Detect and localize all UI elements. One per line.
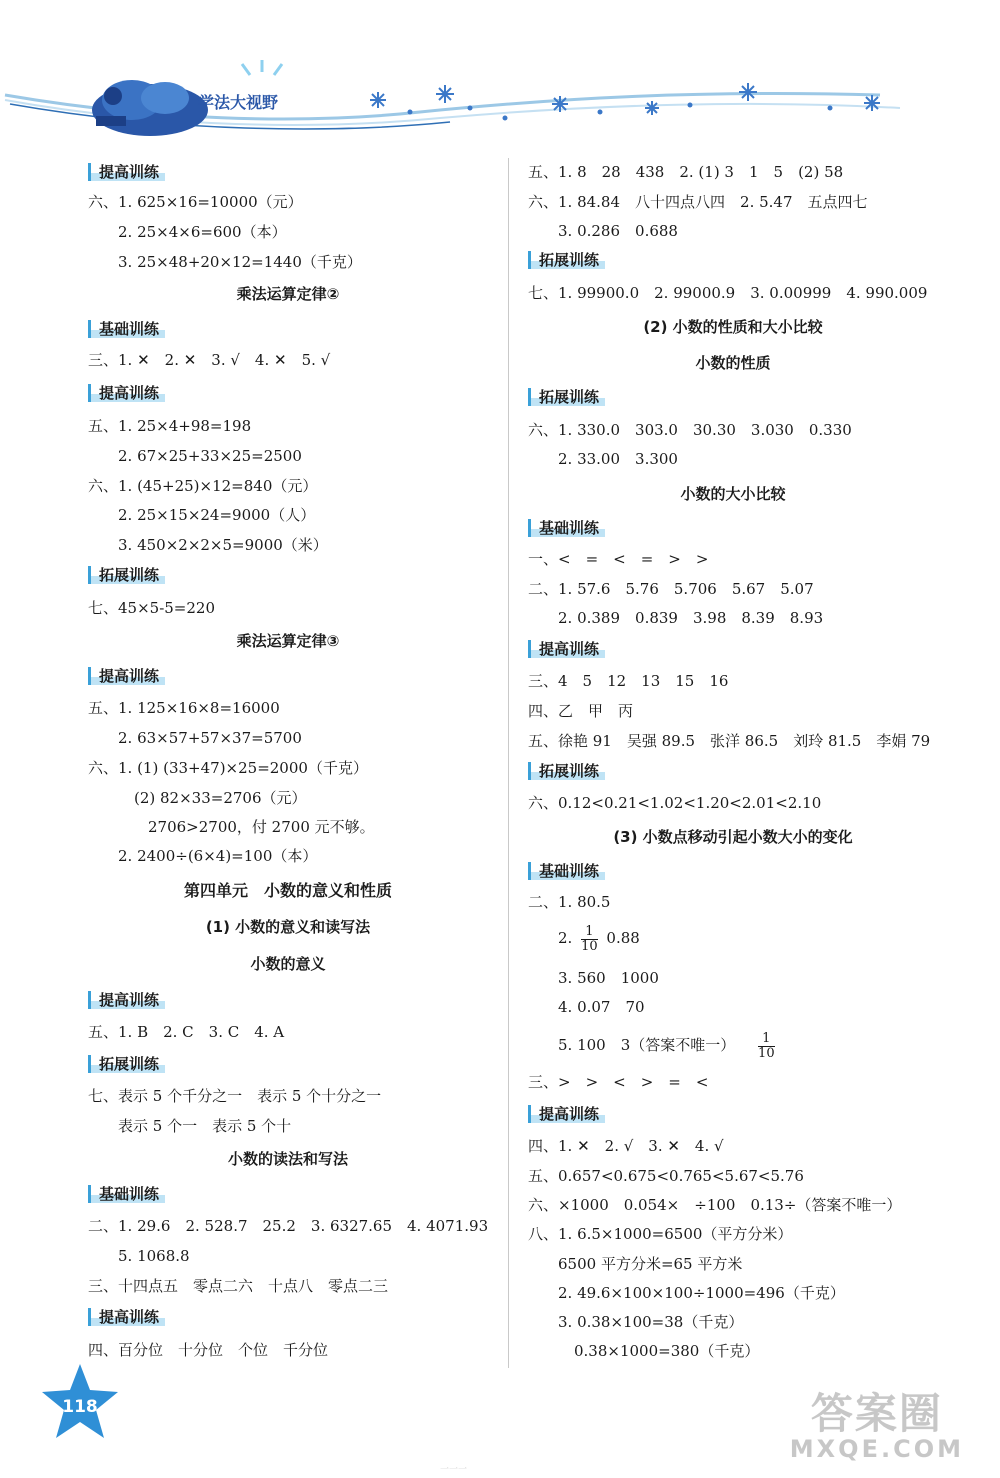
answer-line: 五、徐艳 91 吴强 89.5 张洋 86.5 刘玲 81.5 李娟 79 bbox=[528, 732, 931, 750]
answer-line: 三、> > < > = < bbox=[528, 1073, 709, 1091]
lesson-title: 乘法运算定律③ bbox=[236, 632, 340, 650]
section-tag: 提高训练 bbox=[528, 1105, 605, 1123]
answer-line: 3. 0.286 0.688 bbox=[558, 222, 678, 240]
column-divider bbox=[508, 158, 509, 1368]
answer-line: 七、表示 5 个千分之一 表示 5 个十分之一 bbox=[88, 1087, 382, 1105]
answer-line: 五、1. 125×16×8=16000 bbox=[88, 699, 280, 717]
fraction: $\frac{1}{10}$ bbox=[581, 923, 598, 954]
answer-line: 2. 33.00 3.300 bbox=[558, 450, 678, 468]
section-tag: 提高训练 bbox=[88, 667, 165, 685]
watermark-url: MXQE.COM bbox=[789, 1435, 964, 1463]
answer-line: 3. 0.38×100=38（千克） bbox=[558, 1313, 744, 1331]
answer-line: 6500 平方分米=65 平方米 bbox=[558, 1255, 743, 1273]
answer-line: 三、1. ✕ 2. ✕ 3. √ 4. ✕ 5. √ bbox=[88, 351, 331, 369]
page-number-star-icon bbox=[40, 1362, 120, 1442]
answer-line: 2. $\frac{1}{10}$ 0.88 bbox=[558, 923, 640, 954]
unit-title: 第四单元 小数的意义和性质 bbox=[183, 881, 392, 900]
answer-line: 2. 67×25+33×25=2500 bbox=[118, 447, 302, 465]
answer-line: 0.38×1000=380（千克） bbox=[574, 1342, 760, 1360]
answer-line: 四、1. ✕ 2. √ 3. ✕ 4. √ bbox=[528, 1137, 724, 1155]
subsection-title: (1) 小数的意义和读写法 bbox=[205, 918, 371, 936]
watermark bbox=[789, 1389, 964, 1463]
section-tag: 基础训练 bbox=[528, 519, 605, 537]
answer-line: 五、1. 25×4+98=198 bbox=[88, 417, 252, 435]
section-tag: 提高训练 bbox=[88, 991, 165, 1009]
answer-line: 四、乙 甲 丙 bbox=[528, 702, 634, 720]
header-banner bbox=[0, 0, 1000, 150]
lesson-title: 小数的大小比较 bbox=[680, 485, 786, 503]
section-tag: 基础训练 bbox=[88, 1185, 165, 1203]
section-tag: 提高训练 bbox=[88, 1308, 165, 1326]
svg-text:学法大视野: 学法大视野 bbox=[198, 93, 279, 112]
answer-line: 三、十四点五 零点二六 十点八 零点二三 bbox=[88, 1277, 389, 1295]
answer-line: 八、1. 6.5×1000=6500（平方分米） bbox=[528, 1225, 793, 1243]
section-tag: 拓展训练 bbox=[528, 762, 605, 780]
answer-line: 六、0.12<0.21<1.02<1.20<2.01<2.10 bbox=[528, 794, 822, 812]
answer-line: 七、45×5-5=220 bbox=[88, 599, 216, 617]
answer-line: 3. 25×48+20×12=1440（千克） bbox=[118, 253, 362, 271]
section-tag: 提高训练 bbox=[528, 640, 605, 658]
answer-line: (2) 82×33=2706（元） bbox=[134, 789, 307, 807]
answer-line: 2. 25×4×6=600（本） bbox=[118, 223, 287, 241]
answer-line: 六、1. 84.84 八十四点八四 2. 5.47 五点四七 bbox=[528, 193, 868, 211]
lesson-title: 小数的读法和写法 bbox=[227, 1150, 348, 1168]
section-tag: 基础训练 bbox=[88, 320, 165, 338]
answer-line: 表示 5 个一 表示 5 个十 bbox=[118, 1117, 292, 1135]
answer-line: 2. 2400÷(6×4)=100（本） bbox=[118, 847, 318, 865]
answer-line: 三、4 5 12 13 15 16 bbox=[528, 672, 729, 690]
lesson-title: 小数的性质 bbox=[695, 354, 771, 372]
section-tag: 提高训练 bbox=[88, 163, 165, 181]
page-number: 118 bbox=[62, 1397, 98, 1417]
answer-line: 七、1. 99900.0 2. 99000.9 3. 0.00999 4. 990.009 bbox=[528, 284, 928, 302]
answer-line: 六、1. (45+25)×12=840（元） bbox=[88, 477, 318, 495]
lesson-title: 乘法运算定律② bbox=[236, 285, 340, 303]
watermark-logo: 答案圈 bbox=[810, 1389, 943, 1438]
answer-line: 六、1. 625×16=10000（元） bbox=[88, 193, 303, 211]
answer-line: 一、< = < = > > bbox=[528, 550, 709, 568]
answer-line: 五、0.657<0.675<0.765<5.67<5.76 bbox=[528, 1167, 804, 1185]
logo-text bbox=[195, 60, 335, 112]
answer-line: 2. 0.389 0.839 3.98 8.39 8.93 bbox=[558, 609, 824, 627]
answer-line: 五、1. B 2. C 3. C 4. A bbox=[88, 1023, 285, 1041]
answer-line: 3. 560 1000 bbox=[558, 969, 659, 987]
answer-line: 5. 100 3（答案不唯一） $\frac{1}{10}$ bbox=[558, 1030, 775, 1061]
fraction: $\frac{1}{10}$ bbox=[758, 1030, 775, 1061]
subsection-title: (2) 小数的性质和大小比较 bbox=[643, 318, 823, 336]
answer-line: 六、×1000 0.054× ÷100 0.13÷（答案不唯一） bbox=[528, 1196, 902, 1214]
footer-mark: 一一一 bbox=[440, 1465, 468, 1475]
subsection-title: (3) 小数点移动引起小数大小的变化 bbox=[613, 828, 853, 846]
section-tag: 提高训练 bbox=[88, 384, 165, 402]
answer-line: 二、1. 57.6 5.76 5.706 5.67 5.07 bbox=[528, 580, 814, 598]
answer-line: 3. 450×2×2×5=9000（米） bbox=[118, 536, 328, 554]
answer-line: 4. 0.07 70 bbox=[558, 998, 645, 1016]
answer-line: 五、1. 8 28 438 2. (1) 3 1 5 (2) 58 bbox=[528, 163, 844, 181]
section-tag: 拓展训练 bbox=[88, 1055, 165, 1073]
section-tag: 拓展训练 bbox=[88, 566, 165, 584]
answer-line: 2. 49.6×100×100÷1000=496（千克） bbox=[558, 1284, 845, 1302]
answer-line: 2. 63×57+57×37=5700 bbox=[118, 729, 302, 747]
section-tag: 基础训练 bbox=[528, 862, 605, 880]
car-cloud-icon bbox=[92, 80, 208, 136]
answer-line: 六、1. 330.0 303.0 30.30 3.030 0.330 bbox=[528, 421, 852, 439]
answer-line: 二、1. 29.6 2. 528.7 25.2 3. 6327.65 4. 4071.93 bbox=[88, 1217, 489, 1235]
lesson-title: 小数的意义 bbox=[250, 955, 326, 973]
section-tag: 拓展训练 bbox=[528, 251, 605, 269]
answer-line: 六、1. (1) (33+47)×25=2000（千克） bbox=[88, 759, 368, 777]
answer-line: 5. 1068.8 bbox=[118, 1247, 190, 1265]
answer-line: 二、1. 80.5 bbox=[528, 893, 611, 911]
answer-line: 四、百分位 十分位 个位 千分位 bbox=[88, 1341, 329, 1359]
section-tag: 拓展训练 bbox=[528, 388, 605, 406]
answer-line: 2706>2700，付 2700 元不够。 bbox=[148, 818, 375, 836]
answer-line: 2. 25×15×24=9000（人） bbox=[118, 506, 316, 524]
